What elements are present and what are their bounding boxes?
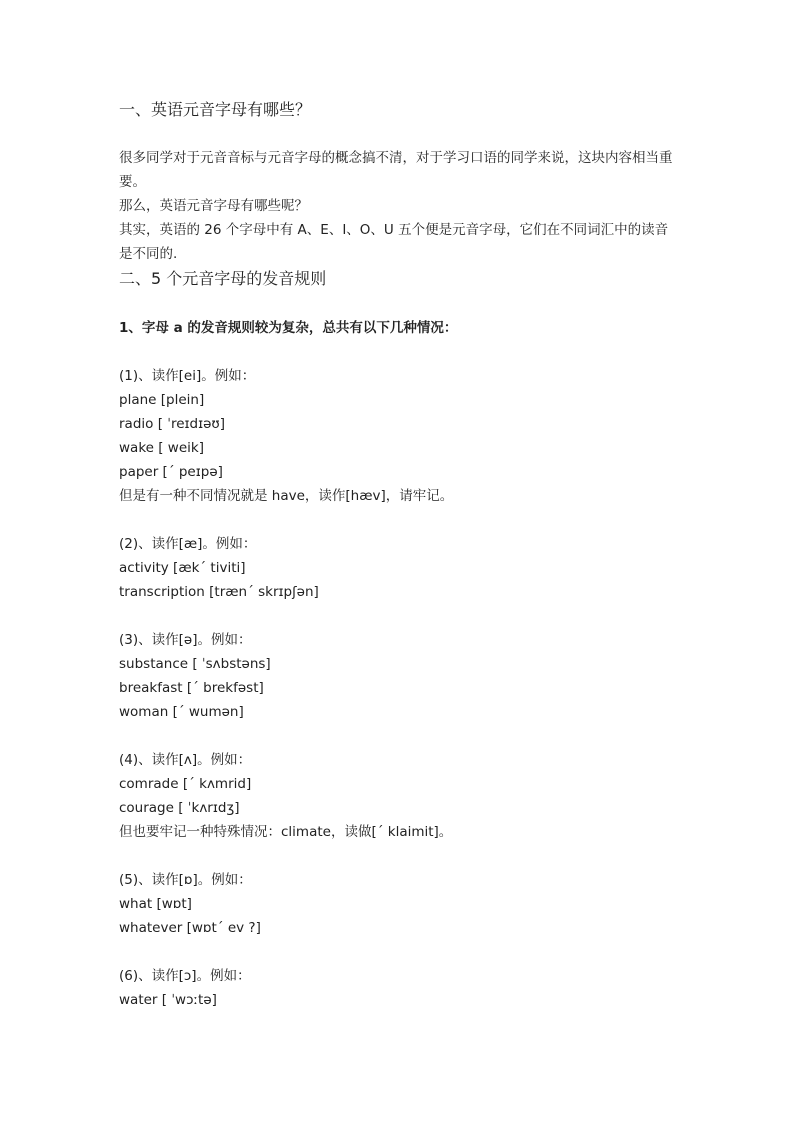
case-title: (2)、读作[æ]。例如： [119, 536, 257, 552]
case-title: (6)、读作[ɔ]。例如： [119, 968, 251, 984]
section2-subheading: 1、字母 a 的发音规则较为复杂，总共有以下几种情况： [119, 320, 458, 336]
spacer [119, 340, 679, 364]
case-3 [119, 628, 679, 724]
spacer [119, 844, 679, 868]
intro-paragraph-3: 其实，英语的 26 个字母中有 A、E、I、O、U 五个便是元音字母，它们在不同词汇中的读音是不同的. [119, 222, 669, 262]
case-title: (4)、读作[ʌ]。例如： [119, 752, 252, 768]
case-title: (3)、读作[ə]。例如： [119, 632, 252, 648]
case-title: (5)、读作[ɒ]。例如： [119, 872, 252, 888]
document-page [119, 98, 679, 1012]
example-line: comrade [ˊ kʌmrid] [119, 776, 252, 792]
example-line: water [ ˈwɔːtə] [119, 992, 217, 1008]
case-4 [119, 748, 679, 844]
case-2 [119, 532, 679, 604]
example-line: transcription [trænˊ skrɪpʃən] [119, 584, 319, 600]
spacer [119, 604, 679, 628]
case-1 [119, 364, 679, 508]
intro-paragraph-2: 那么，英语元音字母有哪些呢？ [119, 198, 308, 214]
example-line: breakfast [ˊ brekfəst] [119, 680, 264, 696]
example-line: radio [ ˈreɪdɪəʊ] [119, 416, 226, 432]
intro-paragraph-1: 很多同学对于元音音标与元音字母的概念搞不清，对于学习口语的同学来说，这块内容相当重要。 [119, 150, 673, 190]
spacer [119, 508, 679, 532]
section1-heading: 一、英语元音字母有哪些？ [119, 100, 312, 119]
spacer [119, 940, 679, 964]
example-line: whatever [wɒtˊ ev ?] [119, 920, 261, 936]
case-title: (1)、读作[ei]。例如： [119, 368, 256, 384]
case-6 [119, 964, 679, 1012]
spacer [119, 122, 679, 146]
spacer [119, 292, 679, 316]
example-line: substance [ ˈsʌbstəns] [119, 656, 271, 672]
spacer [119, 724, 679, 748]
example-line: courage [ ˈkʌrɪdʒ] [119, 800, 240, 816]
example-line: what [wɒt] [119, 896, 192, 912]
note-line: 但是有一种不同情况就是 have，读作[hæv]，请牢记。 [119, 488, 454, 504]
example-line: wake [ weik] [119, 440, 204, 456]
case-5 [119, 868, 679, 940]
example-line: plane [plein] [119, 392, 205, 408]
example-line: woman [ˊ wumən] [119, 704, 244, 720]
section2-heading: 二、5 个元音字母的发音规则 [119, 269, 327, 288]
example-line: paper [ˊ peɪpə] [119, 464, 223, 480]
note-line: 但也要牢记一种特殊情况：climate，读做[ˊ klaimit]。 [119, 824, 453, 840]
example-line: activity [ækˊ tiviti] [119, 560, 246, 576]
